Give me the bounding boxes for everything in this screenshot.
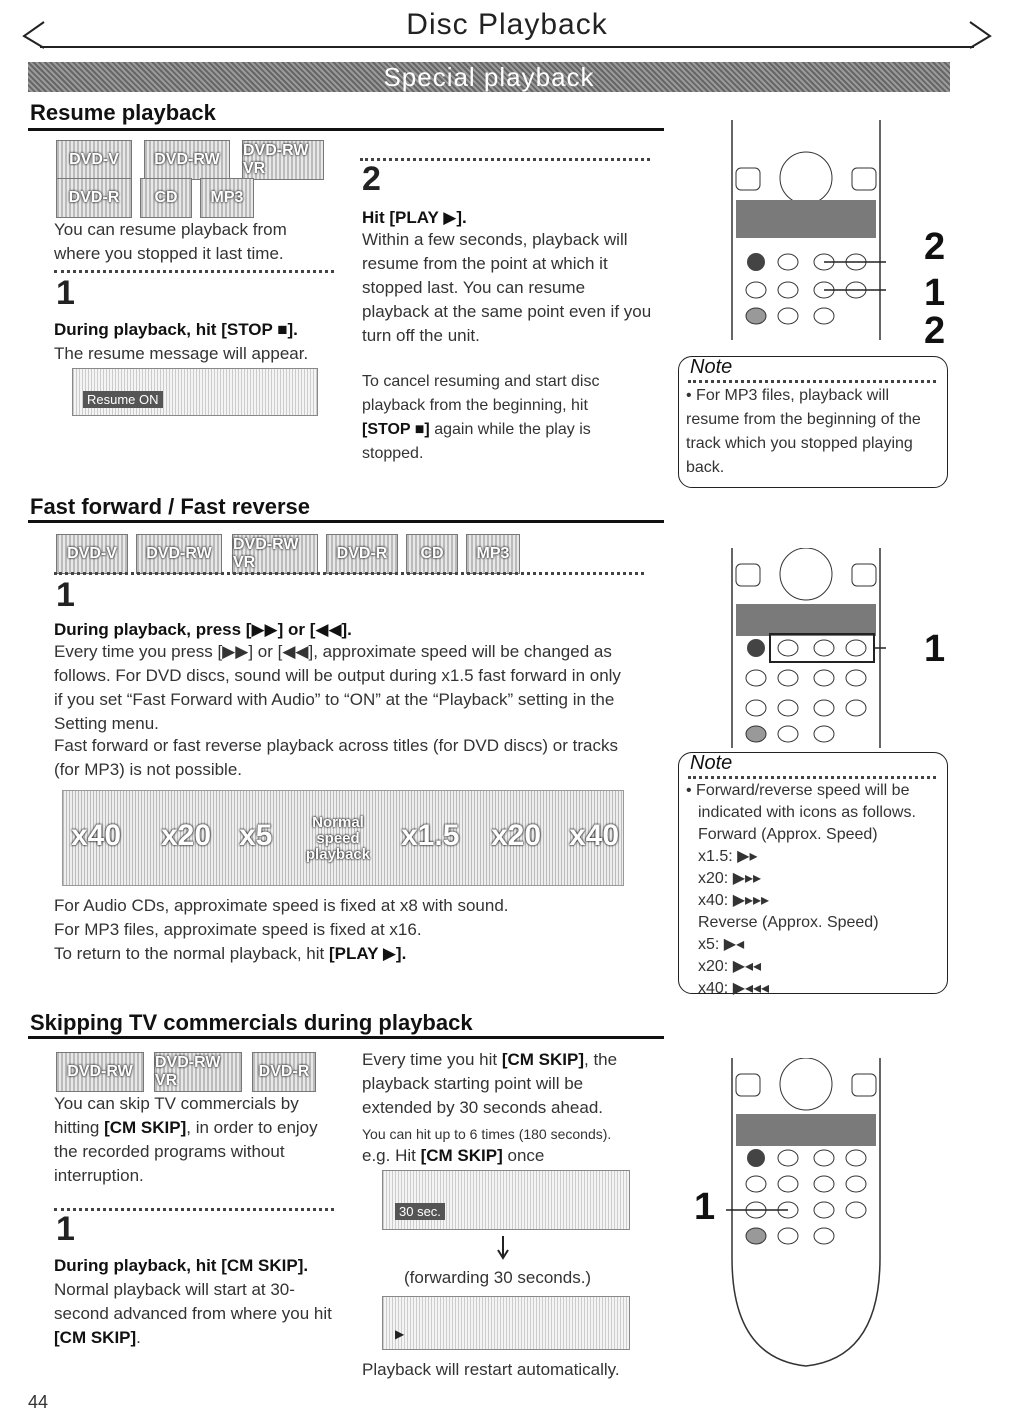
resume-cancel-bold: [STOP ■]: [362, 421, 430, 438]
resume-step2-text: Within a few seconds, playback will resume from the point at which it stopped last. You can resume playback at the same point even if you turn off the unit.: [362, 230, 652, 345]
cmskip-screen-label: 30 sec.: [395, 1203, 445, 1220]
section-banner: [28, 62, 950, 92]
resume-cancel-text: [362, 370, 632, 466]
note-line: x40: ▶▸▸▸: [698, 892, 770, 909]
fastfwd-after3: [54, 942, 654, 966]
logo-mp3: MP3: [466, 534, 520, 574]
cmskip-step1-text: Normal playback will start at 30-second advanced from where you hit [CM SKIP].: [54, 1280, 332, 1347]
note-line: • Forward/reverse speed will be: [686, 782, 910, 799]
note-line: x1.5: ▶▸: [698, 848, 758, 865]
logo-mp3: MP3: [200, 178, 254, 218]
resume-step2-number: 2: [362, 160, 381, 198]
speed-diagram: [62, 790, 624, 886]
logo-dvd-r: DVD-R: [252, 1052, 316, 1092]
logo-cd: CD: [140, 178, 192, 218]
dotted-divider: [54, 270, 334, 273]
dotted-divider: [360, 158, 650, 161]
logo-dvd-rw: DVD-RW: [144, 140, 230, 180]
dotted-divider: [54, 1208, 334, 1211]
note-line: indicated with icons as follows.: [698, 804, 916, 821]
note-line: x20: ▶◂◂: [698, 958, 762, 975]
fastfwd-title: Fast forward / Fast reverse: [30, 494, 311, 519]
logo-cd: CD: [406, 534, 458, 574]
cmskip-intro-b: , in order to enjoy the recorded programs without interruption.: [54, 1118, 318, 1185]
down-arrow-icon: [496, 1236, 510, 1260]
logo-dvd-rw-vr: DVD-RW VR: [242, 140, 324, 180]
resume-intro: You can resume playback from where you stopped it last time.: [54, 220, 287, 263]
logo-dvd-r: DVD-R: [326, 534, 398, 574]
logo-dvd-rw-vr: DVD-RW VR: [154, 1052, 242, 1092]
remote-diagram-art: [726, 548, 886, 748]
cmskip-forwarding: (forwarding 30 seconds.): [404, 1268, 592, 1287]
cmskip-eg-a: e.g. Hit: [362, 1146, 416, 1165]
fastfwd-after3-b: [PLAY ▶].: [328, 944, 407, 963]
logo-dvd-v: DVD-V: [56, 534, 128, 574]
note-line: x20: ▶▸▸: [698, 870, 762, 887]
callout-step2-bottom: 2: [924, 310, 946, 352]
page-title: Disc Playback: [406, 8, 608, 41]
cmskip-intro-a: You can skip TV commercials by hitting: [54, 1094, 299, 1137]
remote-diagram: [726, 548, 886, 748]
cmskip-right-b: , the playback starting point will be extended by 30 seconds ahead.: [362, 1050, 618, 1117]
note-line: Reverse (Approx. Speed): [698, 914, 879, 931]
resume-step1-title: During playback, hit [STOP ■].: [54, 320, 298, 339]
fastfwd-after2: For MP3 files, approximate speed is fixed at x16.: [54, 920, 422, 939]
fastfwd-rule: [28, 520, 664, 523]
resume-note-text: • For MP3 files, playback will resume from the beginning of the track which you stopped playing back.: [686, 387, 921, 476]
cmskip-restart: Playback will restart automatically.: [362, 1360, 620, 1379]
speed-forward-x20: x20: [491, 819, 542, 852]
resume-screen: [72, 368, 318, 416]
callout-step1-stop: 1: [924, 272, 946, 314]
cmskip-step1-bold: [CM SKIP]: [54, 1328, 137, 1347]
dotted-divider: [54, 572, 644, 575]
fastfwd-after3-a: To return to the normal playback, hit: [54, 944, 325, 963]
section-banner-label: Special playback: [383, 62, 595, 92]
cmskip-eg: [362, 1144, 652, 1168]
speed-reverse-x40: x40: [71, 819, 122, 852]
note-line: x5: ▶◂: [698, 936, 745, 953]
resume-step1-number: 1: [56, 274, 75, 312]
resume-step2-title: Hit [PLAY ▶].: [362, 208, 467, 227]
cmskip-screen-1: [382, 1170, 630, 1230]
cmskip-eg-bold: [CM SKIP]: [420, 1146, 503, 1165]
logo-dvd-rw: DVD-RW: [56, 1052, 144, 1092]
play-icon: ▶: [395, 1327, 405, 1341]
callout-step2-play: 2: [924, 226, 946, 268]
cmskip-right-text: [362, 1048, 652, 1120]
resume-cancel-a: To cancel resuming and start disc playback from the beginning, hit: [362, 373, 600, 414]
resume-title: Resume playback: [30, 100, 216, 125]
resume-cancel-b: again while the play is stopped.: [362, 421, 591, 462]
cmskip-intro: [54, 1092, 334, 1188]
callout-cmskip-step1: 1: [694, 1186, 716, 1228]
speed-forward-x40: x40: [569, 819, 620, 852]
cmskip-title: Skipping TV commercials during playback: [30, 1010, 473, 1035]
remote-diagram: [726, 120, 886, 340]
cmskip-rule: [28, 1036, 664, 1039]
cmskip-step1-title: During playback, hit [CM SKIP].: [54, 1256, 309, 1275]
logo-dvd-r: DVD-R: [56, 178, 132, 218]
cmskip-right-a: Every time you hit: [362, 1050, 498, 1069]
speed-reverse-x20: x20: [161, 819, 212, 852]
logo-dvd-rw: DVD-RW: [136, 534, 222, 574]
fastfwd-step1-title: During playback, press [▶▶] or [◀◀].: [54, 620, 352, 639]
fastfwd-after1: For Audio CDs, approximate speed is fixed at x8 with sound.: [54, 896, 509, 915]
dotted-divider: [688, 380, 936, 383]
fastfwd-step1-text: Every time you press [▶▶] or [◀◀], approximate speed will be changed as follows. For DVD discs, sound will be output during x1.5 fast forward in only if you set “Fast Forward with Audio” to “ON” at the “Playback” setting in the Setting menu.: [54, 642, 621, 733]
dotted-divider: [688, 776, 936, 779]
logo-dvd-v: DVD-V: [56, 140, 132, 180]
cmskip-right-bold: [CM SKIP]: [501, 1050, 585, 1069]
speed-reverse-x5: x5: [239, 819, 273, 852]
speed-forward-x1-5: x1.5: [401, 819, 460, 852]
speed-normal: Normal speed playback: [305, 814, 371, 863]
note-line: Forward (Approx. Speed): [698, 826, 878, 843]
remote-diagram-art: [726, 1058, 886, 1378]
cmskip-eg-b: once: [507, 1146, 545, 1165]
cmskip-screen-2: [382, 1296, 630, 1350]
cmskip-right-small: You can hit up to 6 times (180 seconds).: [362, 1126, 612, 1142]
callout-fastfwd-step1: 1: [924, 628, 946, 670]
fastfwd-note-title: Note: [690, 752, 733, 774]
cmskip-intro-bold: [CM SKIP]: [104, 1118, 187, 1137]
remote-diagram: [726, 1058, 886, 1378]
fastfwd-note-text: [686, 780, 942, 1000]
logo-dvd-rw-vr: DVD-RW VR: [232, 534, 318, 574]
resume-rule: [28, 128, 664, 131]
resume-screen-label: Resume ON: [83, 391, 163, 408]
note-line: x40: ▶◂◂◂: [698, 980, 770, 997]
fastfwd-step1-text2: Fast forward or fast reverse playback across titles (for DVD discs) or tracks (for MP3) is not possible.: [54, 736, 618, 779]
cmskip-step1-a: Normal playback will start at 30-second advanced from where you hit: [54, 1280, 332, 1323]
resume-note-title: Note: [690, 356, 733, 378]
resume-step1-text: The resume message will appear.: [54, 344, 309, 363]
header-rule: [40, 46, 974, 48]
cmskip-step1-number: 1: [56, 1210, 75, 1248]
fastfwd-step1-number: 1: [56, 576, 75, 614]
page-number: 44: [28, 1392, 49, 1412]
remote-diagram-art: [726, 120, 886, 340]
